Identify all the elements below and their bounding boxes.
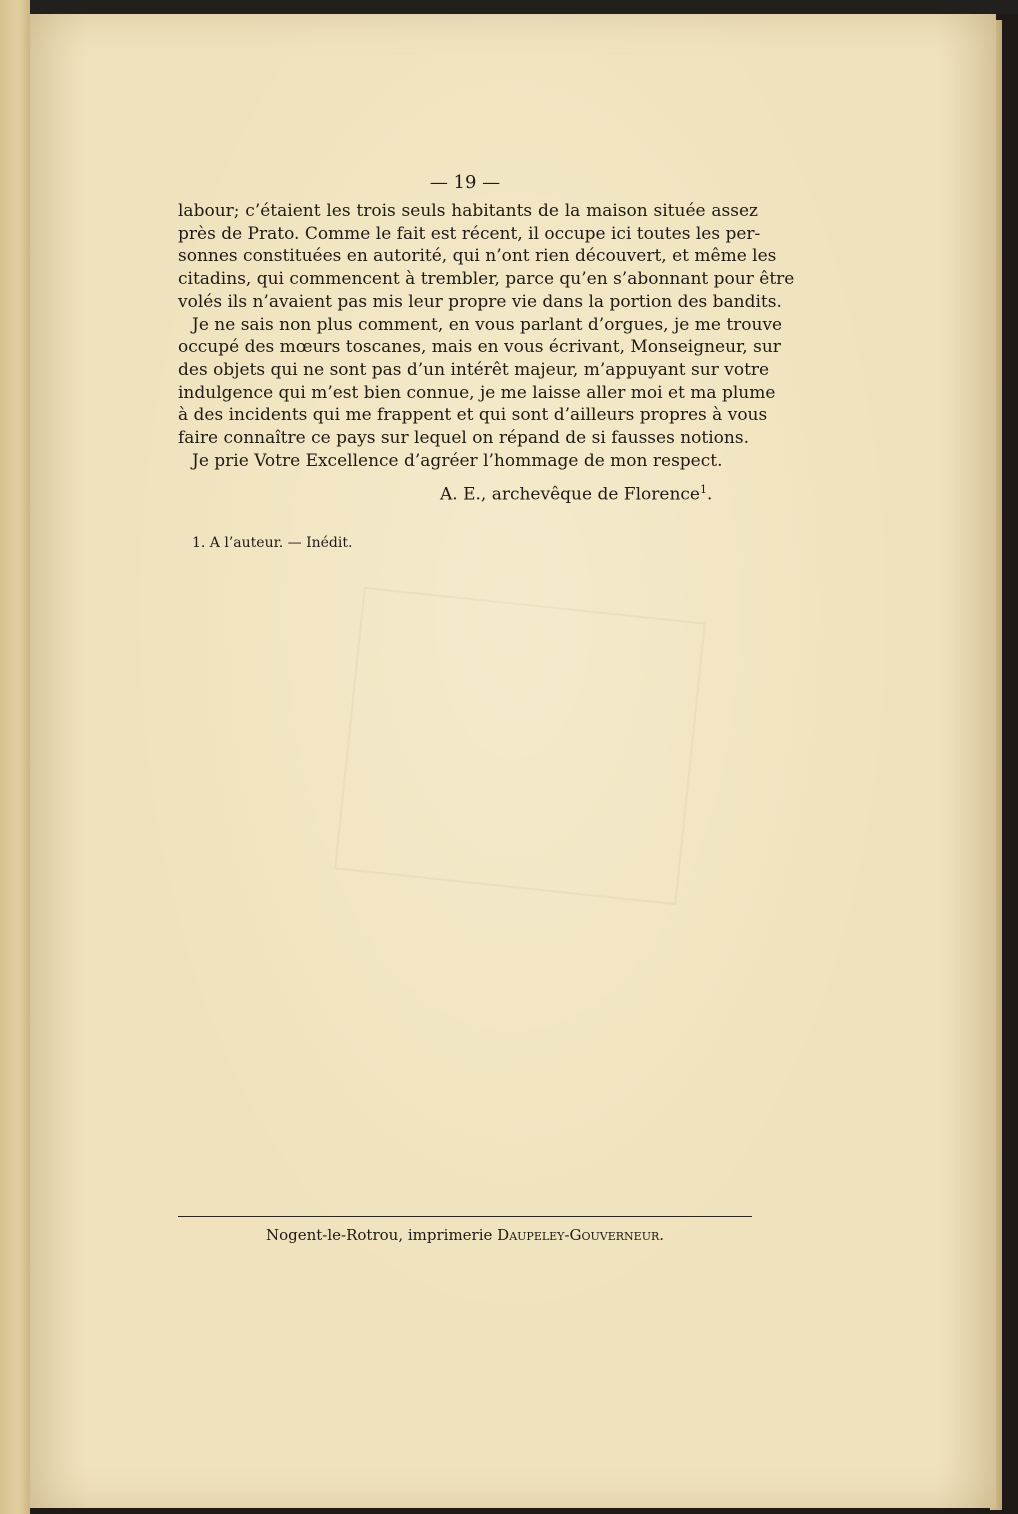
book-gutter (0, 0, 30, 1514)
text-line: des objets qui ne sont pas d’un intérêt majeur, m’appuyant sur votre (178, 359, 770, 380)
page-number: — 19 — (429, 172, 501, 193)
imprint-printer: Daupeley-Gouverneur. (497, 1226, 665, 1244)
signature (440, 483, 712, 505)
printer-imprint (178, 1226, 752, 1244)
signature-text: A. E., archevêque de Florence (440, 484, 700, 505)
text-line: Je prie Votre Excellence d’agréer l’hommage de mon respect. (192, 450, 723, 471)
footnote: 1. A l’auteur. — Inédit. (192, 535, 353, 551)
text-line: près de Prato. Comme le fait est récent, il occupe ici toutes les per- (178, 223, 761, 244)
signature-end: . (707, 484, 713, 505)
text-line: volés ils n’avaient pas mis leur propre vie dans la portion des bandits. (178, 291, 782, 312)
text-line: indulgence qui m’est bien connue, je me laisse aller moi et ma plume (178, 382, 776, 403)
text-line: occupé des mœurs toscanes, mais en vous écrivant, Monseigneur, sur (178, 337, 781, 358)
text-line: Je ne sais non plus comment, en vous parlant d’orgues, je me trouve (192, 314, 783, 335)
text-line: faire connaître ce pays sur lequel on répand de si fausses notions. (178, 428, 749, 449)
text-line: labour; c’étaient les trois seuls habitants de la maison située assez (178, 201, 758, 221)
scan-top-edge (0, 0, 1018, 14)
text-line: citadins, qui commencent à trembler, parce qu’en s’abonnant pour être (178, 269, 795, 290)
imprint-place: Nogent-le-Rotrou, imprimerie (265, 1226, 493, 1244)
text-line: à des incidents qui me frappent et qui sont d’ailleurs propres à vous (178, 405, 768, 426)
imprint-rule (178, 1216, 752, 1217)
text-line: sonnes constituées en autorité, qui n’ont rien découvert, et même les (178, 246, 777, 267)
footnote-mark: 1 (700, 483, 707, 496)
faded-library-stamp (334, 587, 706, 905)
body-text (178, 200, 795, 472)
